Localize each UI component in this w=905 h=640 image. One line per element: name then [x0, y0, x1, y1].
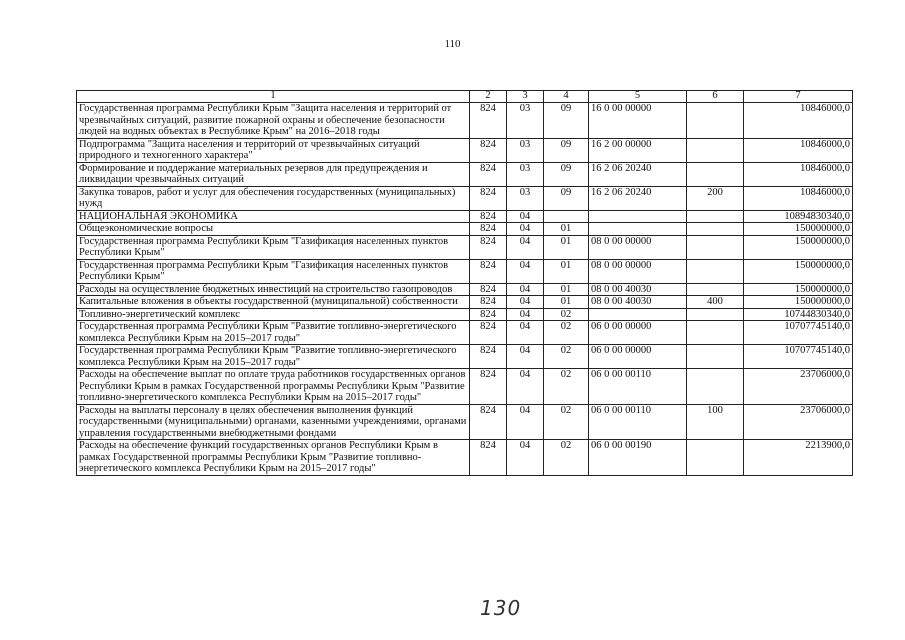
row-expense-type-cell: 400	[687, 296, 744, 309]
page-number: 110	[444, 38, 461, 50]
table-row	[77, 186, 853, 210]
row-name-cell: Закупка товаров, работ и услуг для обеспечения государственных (муниципальных) нужд	[77, 186, 470, 210]
row-target-code-cell	[589, 210, 687, 223]
row-name-cell: НАЦИОНАЛЬНАЯ ЭКОНОМИКА	[77, 210, 470, 223]
handwritten-page-number: 130	[480, 596, 522, 620]
row-expense-type-cell	[687, 138, 744, 162]
row-ministry-code-cell: 824	[470, 308, 507, 321]
row-expense-type-cell	[687, 259, 744, 283]
row-section-code-cell: 03	[507, 138, 544, 162]
row-amount-cell: 10894830340,0	[744, 210, 853, 223]
row-name-cell: Государственная программа Республики Крым "Развитие топливно-энергетического комплекса Республики Крым на 2015–2017 годы"	[77, 345, 470, 369]
row-target-code-cell	[589, 223, 687, 236]
table-row	[77, 345, 853, 369]
row-amount-cell: 10744830340,0	[744, 308, 853, 321]
row-name-cell: Формирование и поддержание материальных резервов для предупреждения и ликвидации чрезвычайных ситуаций	[77, 162, 470, 186]
row-subsection-code-cell: 02	[544, 345, 589, 369]
row-subsection-code-cell	[544, 210, 589, 223]
row-ministry-code-cell: 824	[470, 210, 507, 223]
row-expense-type-cell	[687, 440, 744, 476]
row-section-code-cell: 03	[507, 186, 544, 210]
row-section-code-cell: 04	[507, 296, 544, 309]
row-name-cell: Расходы на обеспечение функций государственных органов Республики Крым в рамках Государственной программы Республики Крым "Развитие топливно-энергетического комплекса Республики Крым на 2015–2017 годы"	[77, 440, 470, 476]
row-section-code-cell: 04	[507, 259, 544, 283]
header-col-5: 5	[589, 91, 687, 103]
row-amount-cell: 2213900,0	[744, 440, 853, 476]
row-target-code-cell: 16 2 06 20240	[589, 162, 687, 186]
header-col-2: 2	[470, 91, 507, 103]
row-section-code-cell: 04	[507, 210, 544, 223]
row-name-cell: Топливно-энергетический комплекс	[77, 308, 470, 321]
row-section-code-cell: 04	[507, 345, 544, 369]
table-row	[77, 138, 853, 162]
row-target-code-cell: 06 0 00 00000	[589, 345, 687, 369]
table-row	[77, 283, 853, 296]
row-name-cell: Государственная программа Республики Крым "Газификация населенных пунктов Республики Крым"	[77, 235, 470, 259]
row-amount-cell: 23706000,0	[744, 404, 853, 440]
table-row	[77, 223, 853, 236]
table-row	[77, 259, 853, 283]
row-subsection-code-cell: 01	[544, 296, 589, 309]
header-col-1: 1	[77, 91, 470, 103]
row-target-code-cell: 16 0 00 00000	[589, 103, 687, 139]
header-col-7: 7	[744, 91, 853, 103]
header-col-3: 3	[507, 91, 544, 103]
row-section-code-cell: 03	[507, 103, 544, 139]
table-row	[77, 404, 853, 440]
row-ministry-code-cell: 824	[470, 440, 507, 476]
table-row	[77, 296, 853, 309]
row-name-cell: Общеэкономические вопросы	[77, 223, 470, 236]
row-ministry-code-cell: 824	[470, 296, 507, 309]
row-ministry-code-cell: 824	[470, 369, 507, 405]
row-amount-cell: 150000000,0	[744, 223, 853, 236]
row-subsection-code-cell: 09	[544, 162, 589, 186]
budget-table	[76, 90, 853, 476]
row-target-code-cell: 16 2 06 20240	[589, 186, 687, 210]
row-target-code-cell: 08 0 00 00000	[589, 259, 687, 283]
row-name-cell: Капитальные вложения в объекты государственной (муниципальной) собственности	[77, 296, 470, 309]
row-expense-type-cell	[687, 235, 744, 259]
row-ministry-code-cell: 824	[470, 162, 507, 186]
row-amount-cell: 150000000,0	[744, 235, 853, 259]
row-expense-type-cell	[687, 210, 744, 223]
table-body	[77, 103, 853, 476]
row-subsection-code-cell: 02	[544, 308, 589, 321]
row-expense-type-cell: 200	[687, 186, 744, 210]
row-name-cell: Государственная программа Республики Крым "Газификация населенных пунктов Республики Крым"	[77, 259, 470, 283]
row-target-code-cell: 06 0 00 00190	[589, 440, 687, 476]
row-amount-cell: 150000000,0	[744, 259, 853, 283]
row-target-code-cell: 08 0 00 40030	[589, 296, 687, 309]
row-target-code-cell: 08 0 00 00000	[589, 235, 687, 259]
row-name-cell: Государственная программа Республики Крым "Защита населения и территорий от чрезвычайных ситуаций, развитие пожарной охраны и обеспечение безопасности людей на водных объектах в Республике Крым" на 2016–2018 годы	[77, 103, 470, 139]
row-amount-cell: 10846000,0	[744, 103, 853, 139]
header-row	[77, 91, 853, 103]
row-section-code-cell: 04	[507, 440, 544, 476]
row-expense-type-cell	[687, 283, 744, 296]
row-section-code-cell: 04	[507, 235, 544, 259]
row-ministry-code-cell: 824	[470, 223, 507, 236]
table-row	[77, 369, 853, 405]
table-row	[77, 440, 853, 476]
row-expense-type-cell: 100	[687, 404, 744, 440]
row-amount-cell: 150000000,0	[744, 296, 853, 309]
row-subsection-code-cell: 01	[544, 283, 589, 296]
table-row	[77, 235, 853, 259]
row-expense-type-cell	[687, 162, 744, 186]
row-target-code-cell: 06 0 00 00110	[589, 369, 687, 405]
row-amount-cell: 10707745140,0	[744, 321, 853, 345]
row-section-code-cell: 03	[507, 162, 544, 186]
row-expense-type-cell	[687, 103, 744, 139]
row-subsection-code-cell: 02	[544, 321, 589, 345]
row-section-code-cell: 04	[507, 223, 544, 236]
row-ministry-code-cell: 824	[470, 404, 507, 440]
row-section-code-cell: 04	[507, 321, 544, 345]
row-subsection-code-cell: 09	[544, 138, 589, 162]
row-subsection-code-cell: 01	[544, 235, 589, 259]
row-section-code-cell: 04	[507, 404, 544, 440]
row-ministry-code-cell: 824	[470, 345, 507, 369]
row-target-code-cell: 06 0 00 00110	[589, 404, 687, 440]
row-name-cell: Государственная программа Республики Крым "Развитие топливно-энергетического комплекса Республики Крым на 2015–2017 годы"	[77, 321, 470, 345]
row-section-code-cell: 04	[507, 308, 544, 321]
table-row	[77, 162, 853, 186]
row-amount-cell: 150000000,0	[744, 283, 853, 296]
row-name-cell: Расходы на выплаты персоналу в целях обеспечения выполнения функций государственными (муниципальными) органами, казенными учреждениями, органами управления государственными внебюджетными фондами	[77, 404, 470, 440]
table-row	[77, 210, 853, 223]
row-name-cell: Расходы на обеспечение выплат по оплате труда работников государственных органов Республики Крым в рамках Государственной программы Республики Крым "Развитие топливно-энергетического комплекса Республики Крым на 2015–2017 годы"	[77, 369, 470, 405]
row-expense-type-cell	[687, 223, 744, 236]
table-row	[77, 308, 853, 321]
row-ministry-code-cell: 824	[470, 138, 507, 162]
row-section-code-cell: 04	[507, 369, 544, 405]
row-ministry-code-cell: 824	[470, 186, 507, 210]
row-subsection-code-cell: 02	[544, 369, 589, 405]
row-name-cell: Подпрограмма "Защита населения и территорий от чрезвычайных ситуаций природного и техногенного характера"	[77, 138, 470, 162]
row-expense-type-cell	[687, 345, 744, 369]
row-target-code-cell: 08 0 00 40030	[589, 283, 687, 296]
row-amount-cell: 10707745140,0	[744, 345, 853, 369]
row-amount-cell: 10846000,0	[744, 186, 853, 210]
row-ministry-code-cell: 824	[470, 259, 507, 283]
row-subsection-code-cell: 09	[544, 186, 589, 210]
row-ministry-code-cell: 824	[470, 103, 507, 139]
header-col-6: 6	[687, 91, 744, 103]
row-subsection-code-cell: 02	[544, 404, 589, 440]
row-expense-type-cell	[687, 308, 744, 321]
table-row	[77, 103, 853, 139]
row-subsection-code-cell: 09	[544, 103, 589, 139]
row-target-code-cell: 06 0 00 00000	[589, 321, 687, 345]
row-expense-type-cell	[687, 369, 744, 405]
row-expense-type-cell	[687, 321, 744, 345]
row-name-cell: Расходы на осуществление бюджетных инвестиций на строительство газопроводов	[77, 283, 470, 296]
row-subsection-code-cell: 01	[544, 223, 589, 236]
header-col-4: 4	[544, 91, 589, 103]
row-subsection-code-cell: 02	[544, 440, 589, 476]
row-section-code-cell: 04	[507, 283, 544, 296]
row-amount-cell: 10846000,0	[744, 162, 853, 186]
row-amount-cell: 23706000,0	[744, 369, 853, 405]
row-ministry-code-cell: 824	[470, 283, 507, 296]
table-row	[77, 321, 853, 345]
row-target-code-cell: 16 2 00 00000	[589, 138, 687, 162]
row-amount-cell: 10846000,0	[744, 138, 853, 162]
row-subsection-code-cell: 01	[544, 259, 589, 283]
row-ministry-code-cell: 824	[470, 321, 507, 345]
row-ministry-code-cell: 824	[470, 235, 507, 259]
row-target-code-cell	[589, 308, 687, 321]
